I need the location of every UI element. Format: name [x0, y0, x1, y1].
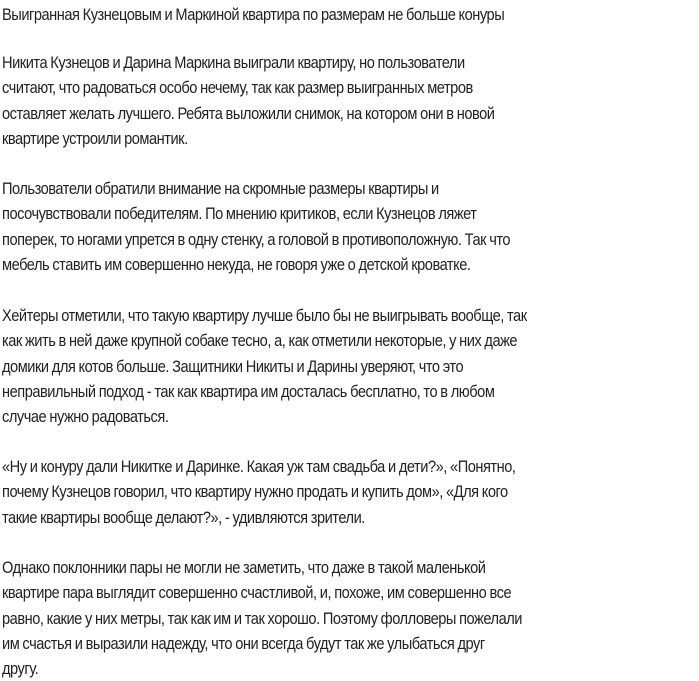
article-paragraph-1 — [2, 50, 690, 151]
paragraph-line: поперек, то ногами упрется в одну стенку, а головой в противоположную. Так что — [2, 229, 511, 249]
paragraph-line: Хейтеры отметили, что такую квартиру лучше было бы не выигрывать вообще, так — [2, 306, 527, 325]
article-paragraph-2 — [2, 176, 690, 277]
paragraph-line: другу. — [2, 659, 39, 679]
article-paragraph-5 — [2, 555, 690, 681]
paragraph-line: им счастья и выразили надежду, что они всегда будут так же улыбаться друг — [2, 633, 485, 653]
paragraph-line: мебель ставить им совершенно некуда, не говоря уже о детской кроватке. — [2, 254, 471, 274]
paragraph-line: неправильный подход - так как квартира им досталась бесплатно, то в любом — [2, 381, 495, 401]
paragraph-line: посочувствовали победителям. По мнению критиков, если Кузнецов ляжет — [2, 204, 477, 224]
article-title: Выигранная Кузнецовым и Маркиной квартира по размерам не больше конуры — [2, 5, 505, 24]
paragraph-line: Никита Кузнецов и Дарина Маркина выиграли квартиру, но пользователи — [2, 53, 465, 72]
paragraph-line: оставляет желать лучшего. Ребята выложили снимок, на котором они в новой — [2, 103, 495, 123]
paragraph-line: почему Кузнецов говорил, что квартиру нужно продать и купить дом», «Для кого — [2, 482, 508, 502]
paragraph-line: Пользователи обратили внимание на скромные размеры квартиры и — [2, 179, 439, 198]
paragraph-line: квартире устроили романтик. — [2, 128, 188, 148]
article-paragraph-4 — [2, 454, 690, 530]
paragraph-line: «Ну и конуру дали Никитке и Даринке. Какая уж там свадьба и дети?», «Понятно, — [2, 457, 516, 476]
paragraph-line: домики для котов больше. Защитники Никиты и Дарины уверяют, что это — [2, 356, 464, 376]
paragraph-line: Однако поклонники пары не могли не заметить, что даже в такой маленькой — [2, 558, 486, 577]
paragraph-line: квартире пара выглядит совершенно счастливой, и, похоже, им совершенно все — [2, 583, 512, 603]
article-paragraph-3 — [2, 303, 690, 429]
paragraph-line: случае нужно радоваться. — [2, 407, 169, 427]
paragraph-line: считают, что радоваться особо нечему, так как размер выигранных метров — [2, 78, 473, 98]
paragraph-line: равно, какие у них метры, так как им и так хорошо. Поэтому фолловеры пожелали — [2, 608, 523, 628]
paragraph-line: как жить в ней даже крупной собаке тесно, а, как отметили некоторые, у них даже — [2, 331, 518, 351]
paragraph-line: такие квартиры вообще делают?», - удивляются зрители. — [2, 507, 365, 527]
